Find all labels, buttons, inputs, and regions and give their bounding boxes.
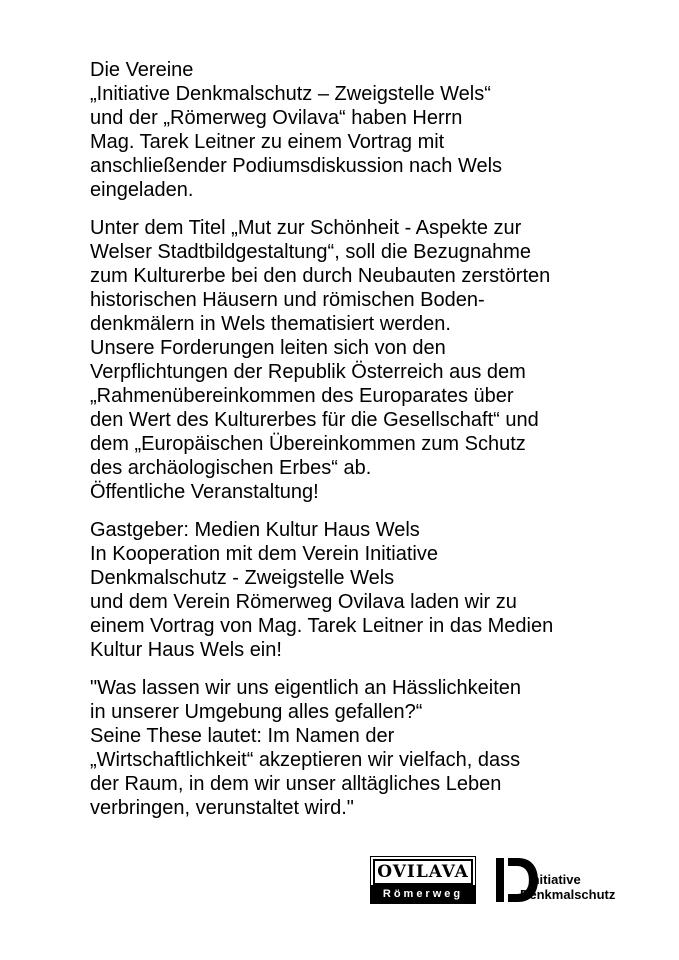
paragraph-1 — [90, 58, 670, 202]
text-line: und der „Römerweg Ovilava“ haben Herrn — [90, 107, 463, 129]
text-line: eingeladen. — [90, 179, 194, 201]
text-line: Mag. Tarek Leitner zu einem Vortrag mit — [90, 131, 445, 153]
text-line: in unserer Umgebung alles gefallen?“ — [90, 701, 423, 723]
text-line: Verpflichtungen der Republik Österreich aus dem — [90, 361, 526, 383]
text-line: In Kooperation mit dem Verein Initiative — [90, 543, 438, 565]
text-line: „Wirtschaftlichkeit“ akzeptieren wir vielfach, dass — [90, 749, 521, 771]
text-line: „Rahmenübereinkommen des Europarates über — [90, 385, 514, 407]
announcement-text — [90, 58, 670, 834]
paragraph-3 — [90, 518, 670, 662]
initiative-denkmalschutz-label — [520, 872, 615, 902]
paragraph-4 — [90, 676, 670, 820]
text-line: verbringen, verunstaltet wird." — [90, 797, 354, 819]
ovilava-logo-title: OVILAVA — [373, 859, 473, 885]
text-line: Unsere Forderungen leiten sich von den — [90, 337, 446, 359]
ovilava-logo-subtitle: Römerweg — [371, 885, 475, 903]
text-line: des archäologischen Erbes“ ab. — [90, 457, 372, 479]
text-line: den Wert des Kulturerbes für die Gesellschaft“ und — [90, 409, 539, 431]
text-line: und dem Verein Römerweg Ovilava laden wir zu — [90, 591, 517, 613]
text-line: denkmälern in Wels thematisiert werden. — [90, 313, 451, 335]
text-line: Gastgeber: Medien Kultur Haus Wels — [90, 519, 420, 541]
text-line: Die Vereine — [90, 59, 194, 81]
initiative-label-line2: Denkmalschutz — [520, 887, 616, 902]
logo-row — [370, 856, 616, 908]
text-line: Öffentliche Veranstaltung! — [90, 481, 319, 503]
text-line: Denkmalschutz - Zweigstelle Wels — [90, 567, 395, 589]
text-line: Unter dem Titel „Mut zur Schönheit - Aspekte zur — [90, 217, 522, 239]
text-line: der Raum, in dem wir unser alltägliches Leben — [90, 773, 502, 795]
text-line: historischen Häusern und römischen Boden- — [90, 289, 485, 311]
initiative-label-line1: Initiative — [528, 872, 581, 887]
text-line: Kultur Haus Wels ein! — [90, 639, 282, 661]
text-line: anschließender Podiumsdiskussion nach Wels — [90, 155, 503, 177]
text-line: Seine These lautet: Im Namen der — [90, 725, 395, 747]
ovilava-roemerweg-logo — [370, 856, 476, 904]
text-line: "Was lassen wir uns eigentlich an Hässlichkeiten — [90, 677, 521, 699]
text-line: Welser Stadtbildgestaltung“, soll die Bezugnahme — [90, 241, 531, 263]
text-line: einem Vortrag von Mag. Tarek Leitner in das Medien — [90, 615, 554, 637]
text-line: zum Kulturerbe bei den durch Neubauten zerstörten — [90, 265, 551, 287]
paragraph-2 — [90, 216, 670, 504]
text-line: „Initiative Denkmalschutz – Zweigstelle Wels“ — [90, 83, 491, 105]
text-line: dem „Europäischen Übereinkommen zum Schutz — [90, 433, 526, 455]
